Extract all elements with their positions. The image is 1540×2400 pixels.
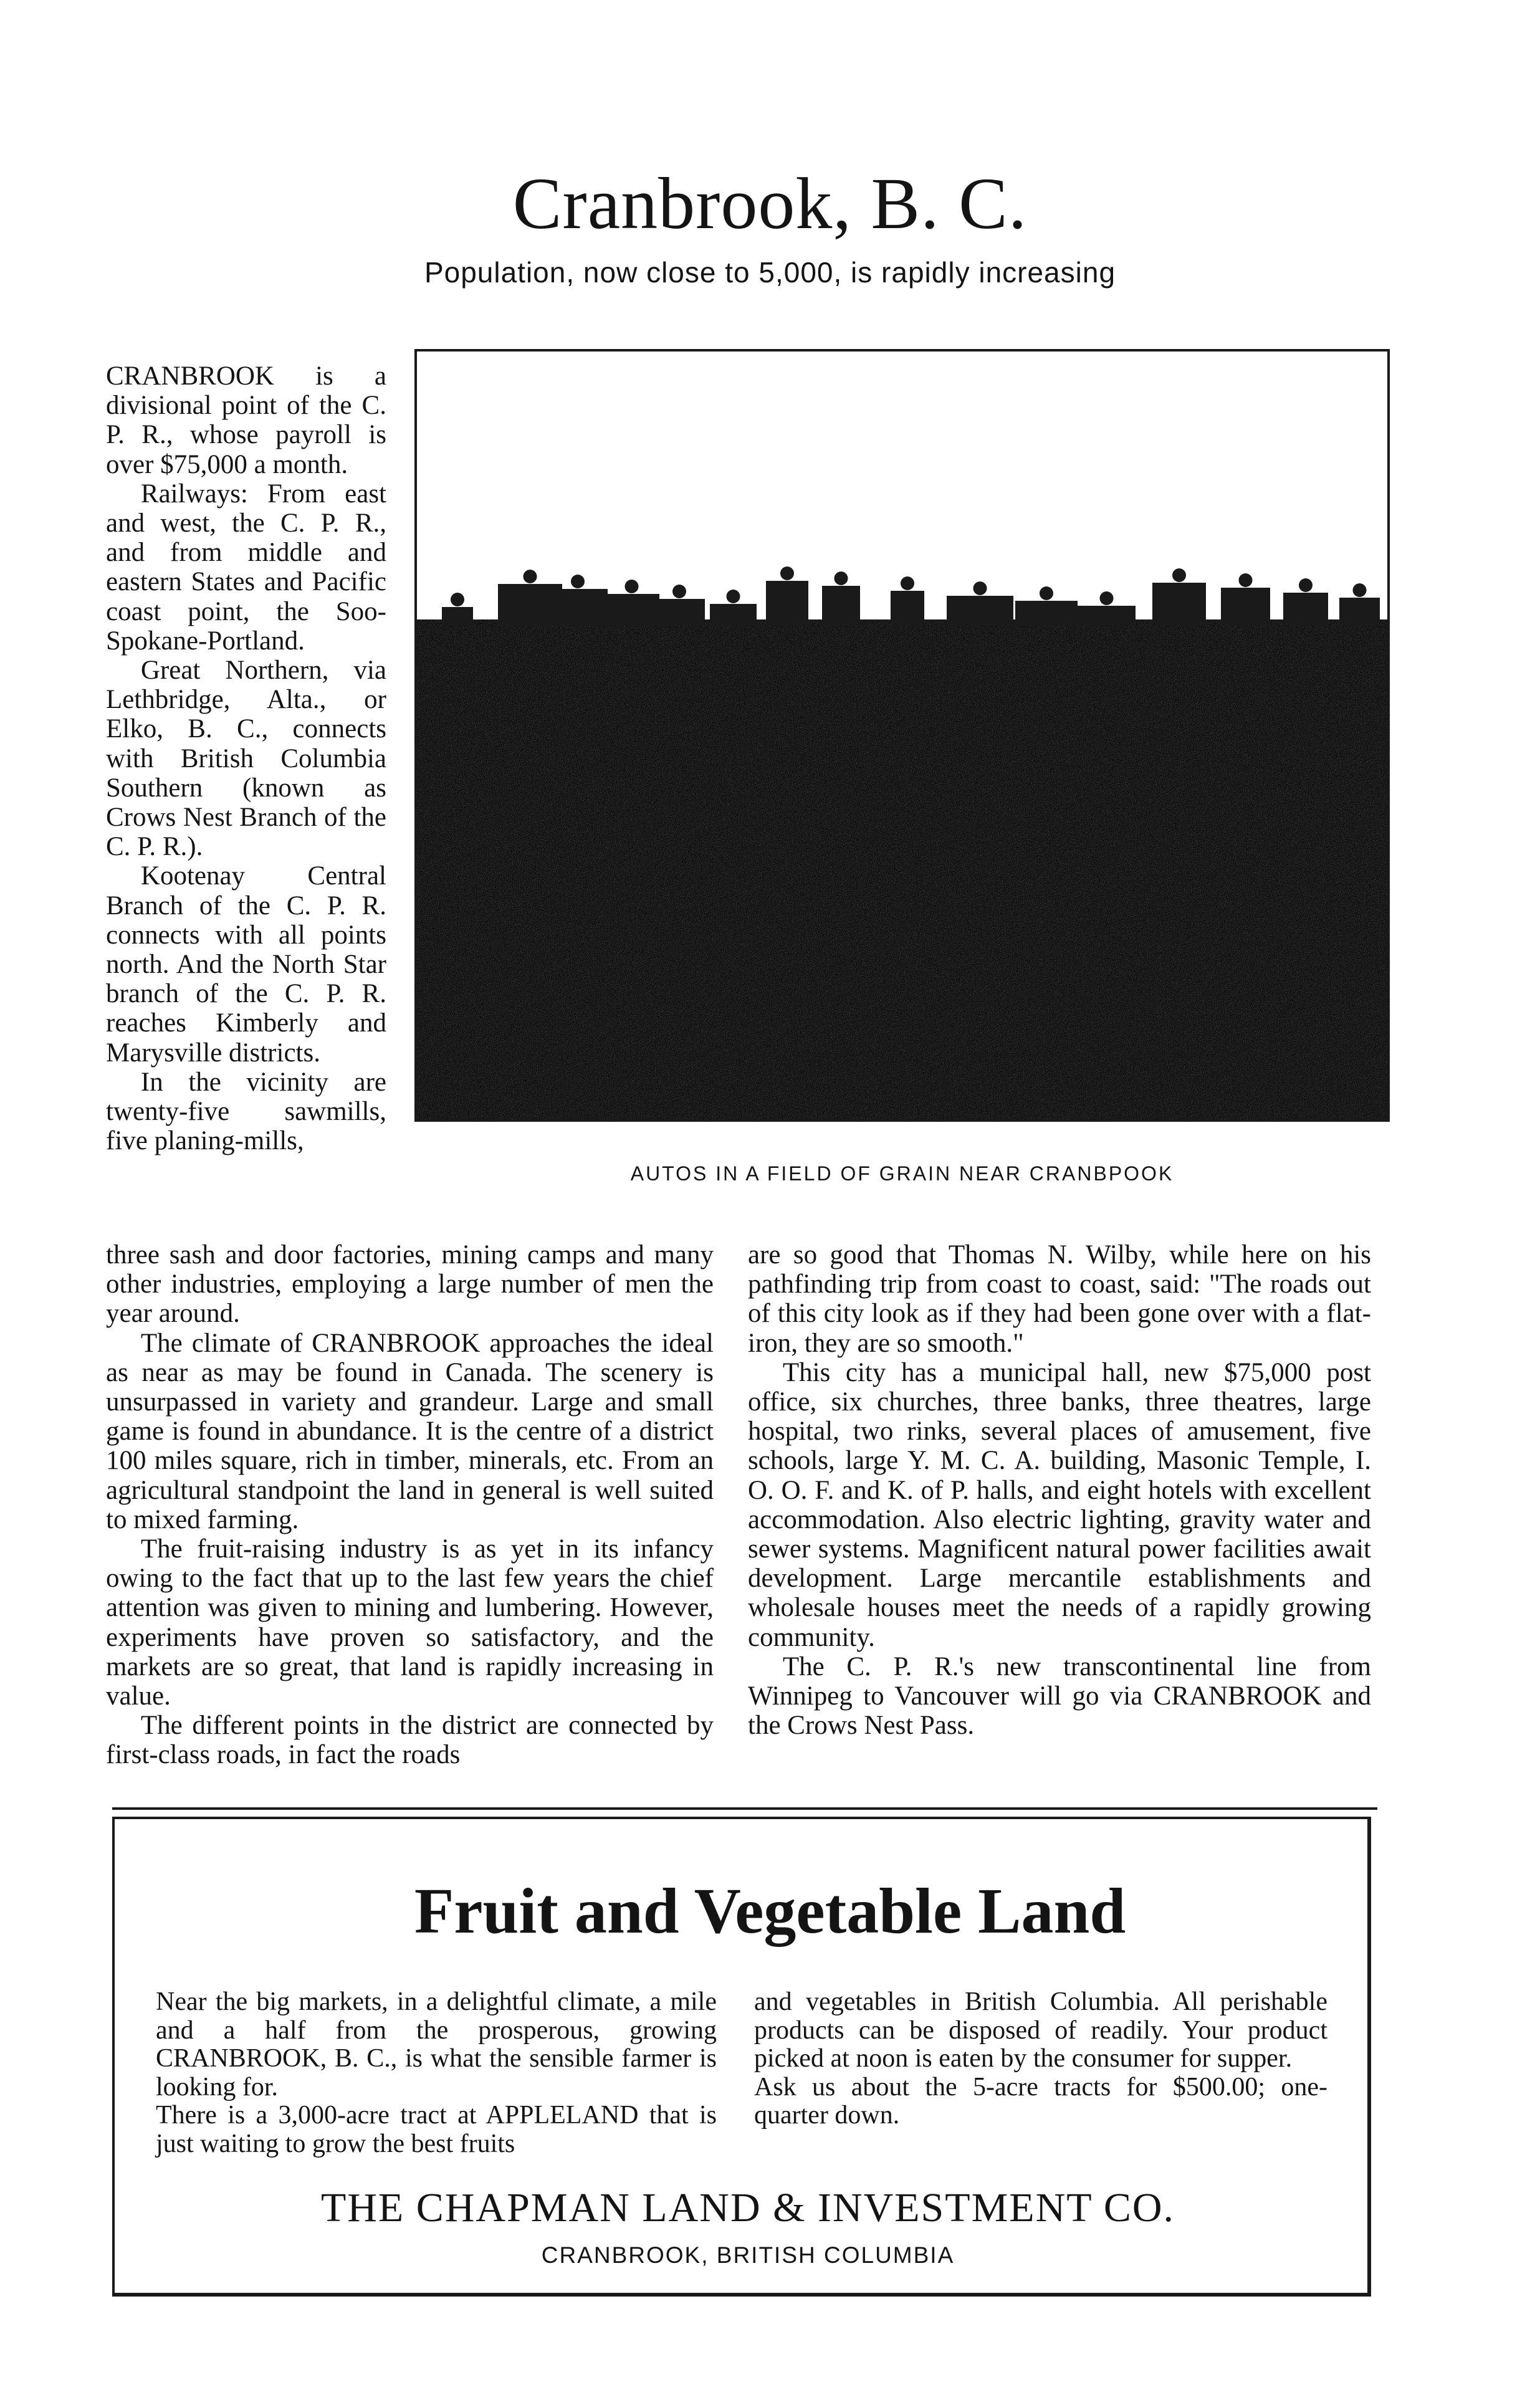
section-divider [112, 1807, 1377, 1810]
auto-silhouette [442, 607, 473, 626]
person-silhouette [1353, 583, 1367, 597]
company-location: CRANBROOK, BRITISH COLUMBIA [541, 2242, 955, 2268]
advertisement-right-column [754, 1988, 1327, 2130]
auto-silhouette [548, 589, 608, 626]
auto-silhouette [604, 594, 659, 626]
auto-silhouette [654, 599, 705, 626]
person-silhouette [780, 567, 794, 580]
grain-field-photo [414, 349, 1390, 1122]
person-silhouette [973, 581, 987, 595]
advertisement-paragraph: and vegetables in British Columbia. All perishable products can be disposed of readily. Your product picked at noon is eaten by the consumer for supper. [754, 1987, 1327, 2073]
article-left-column [106, 1240, 714, 1770]
auto-silhouette [947, 596, 1013, 626]
person-silhouette [571, 575, 585, 588]
article-paragraph: three sash and door factories, mining camps and many other industries, employing a large number of men the year around. [106, 1240, 714, 1329]
person-silhouette [835, 571, 848, 585]
auto-silhouette [822, 586, 860, 626]
auto-silhouette [1221, 588, 1270, 626]
advertisement-left-column [156, 1988, 717, 2158]
auto-silhouette [1283, 593, 1328, 626]
auto-silhouette [1152, 583, 1206, 626]
article-paragraph: The different points in the district are connected by first-class roads, in fact the roads [106, 1711, 714, 1770]
article-paragraph: Great Northern, via Lethbridge, Alta., or Elko, B. C., connects with British Columbia Southern (known as Crows Nest Branch of the C. P. R.). [106, 656, 386, 862]
auto-silhouette [1078, 606, 1136, 626]
article-paragraph: The C. P. R.'s new transcontinental line from Winnipeg to Vancouver will go via CRANBROOK and the Crows Nest Pass. [748, 1652, 1371, 1741]
article-paragraph: In the vicinity are twenty-five sawmills, five planing-mills, [106, 1067, 386, 1156]
person-silhouette [1172, 568, 1186, 582]
photo-caption: AUTOS IN A FIELD OF GRAIN NEAR CRANBPOOK [630, 1162, 1174, 1185]
page-subtitle: Population, now close to 5,000, is rapidly increasing [424, 256, 1116, 289]
auto-silhouette [710, 604, 757, 626]
advertisement-paragraph: Ask us about the 5-acre tracts for $500.00; one-quarter down. [754, 2072, 1327, 2130]
advertisement-paragraph: Near the big markets, in a delightful climate, a mile and a half from the prosperous, growing CRANBROOK, B. C., is what the sensible farmer is looking for. [156, 1987, 717, 2101]
article-paragraph: Railways: From east and west, the C. P. R., and from middle and eastern States and Pacific coast point, the Soo-Spokane-Portland. [106, 479, 386, 656]
person-silhouette [1239, 573, 1253, 587]
auto-silhouette [1339, 598, 1380, 626]
auto-silhouette [891, 591, 924, 626]
person-silhouette [524, 570, 537, 583]
person-silhouette [1100, 591, 1114, 605]
article-paragraph: This city has a municipal hall, new $75,000 post office, six churches, three banks, three theatres, large hospital, two rinks, several places of amusement, five schools, large Y. M. C. A. building, Masonic Temple, I. O. O. F. and K. of P. halls, and eight hotels with excellent accommodation. Also electric lighting, gravity water and sewer systems. Magnificent natural power facilities await development. Large mercantile establishments and wholesale houses meet the needs of a rapidly growing community. [748, 1357, 1371, 1652]
auto-silhouette [766, 581, 808, 626]
person-silhouette [1040, 586, 1053, 600]
article-narrow-column [106, 361, 386, 1155]
article-paragraph: The climate of CRANBROOK approaches the ideal as near as may be found in Canada. The scenery is unsurpassed in variety and grandeur. Large and small game is found in abundance. It is the centre of a district 100 miles square, rich in timber, minerals, etc. From an agricultural standpoint the land in general is well suited to mixed farming. [106, 1328, 714, 1534]
article-right-column [748, 1240, 1371, 1740]
grain-field-image [417, 351, 1387, 1119]
person-silhouette [625, 580, 639, 593]
person-silhouette [901, 576, 914, 590]
company-name: THE CHAPMAN LAND & INVESTMENT CO. [320, 2185, 1175, 2230]
article-paragraph: Kootenay Central Branch of the C. P. R. connects with all points north. And the North Star branch of the C. P. R. reaches Kimberly and Marysville districts. [106, 861, 386, 1068]
page-title: Cranbrook, B. C. [512, 163, 1028, 244]
person-silhouette [727, 590, 740, 603]
person-silhouette [672, 585, 686, 598]
article-paragraph: are so good that Thomas N. Wilby, while here on his pathfinding trip from coast to coast, said: "The roads out of this city look as if they had been gone over with a flat-iron, they are so smooth." [748, 1240, 1371, 1358]
article-paragraph: CRANBROOK is a divisional point of the C. P. R., whose payroll is over $75,000 a month. [106, 361, 386, 479]
grain-texture [417, 619, 1387, 1119]
advertisement-title: Fruit and Vegetable Land [414, 1875, 1126, 1947]
person-silhouette [451, 593, 464, 606]
advertisement-paragraph: There is a 3,000-acre tract at APPLELAND that is just waiting to grow the best fruits [156, 2101, 717, 2158]
article-paragraph: The fruit-raising industry is as yet in its infancy owing to the fact that up to the last few years the chief attention was given to mining and lumbering. However, experiments have proven so satisfactory, and the markets are so great, that land is rapidly increasing in value. [106, 1534, 714, 1711]
auto-silhouette [1015, 601, 1078, 626]
person-silhouette [1299, 578, 1313, 592]
